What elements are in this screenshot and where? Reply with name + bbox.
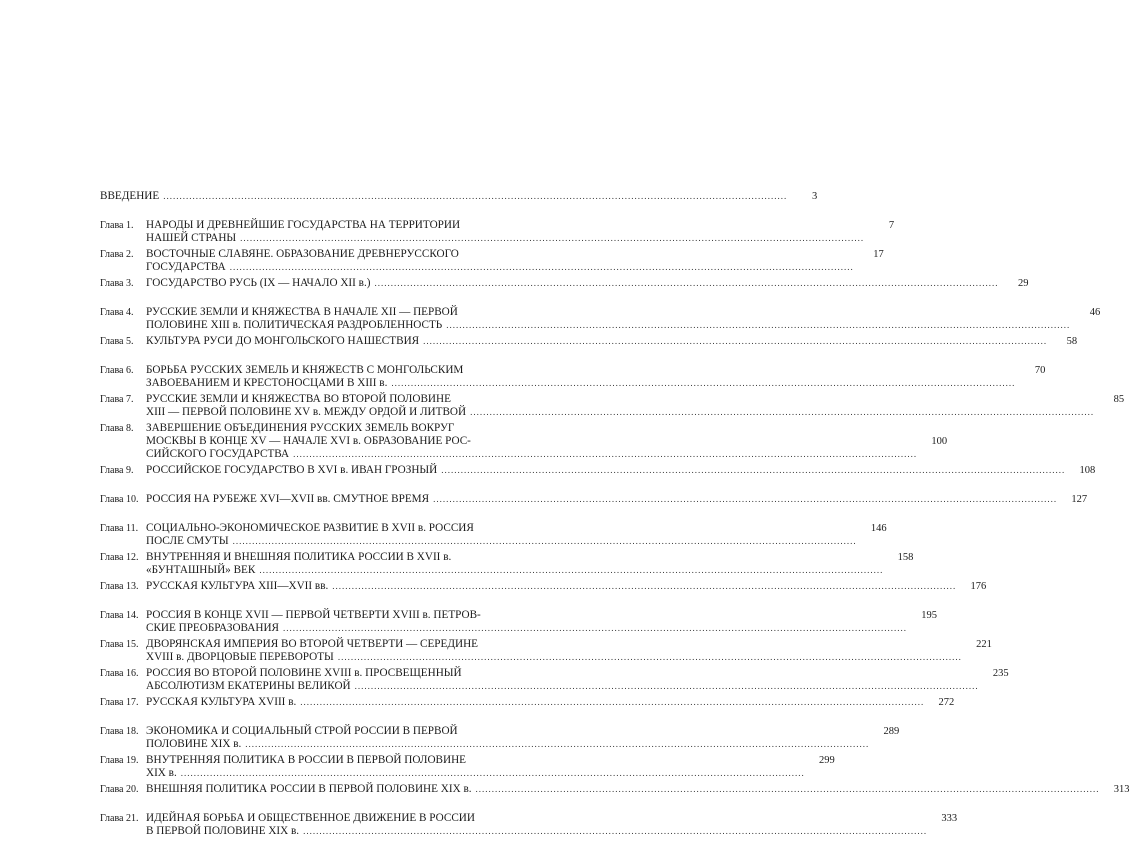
chapter-title (146, 219, 868, 245)
chapter-title (146, 522, 861, 548)
chapter-label: Глава 21. (100, 813, 139, 824)
toc-entry (100, 667, 1009, 693)
page-number: 176 (970, 581, 987, 592)
chapter-title-line: XVIII в. ДВОРЦОВЫЕ ПЕРЕВОРОТЫ (146, 651, 334, 663)
page-number: 100 (931, 436, 948, 447)
toc-entry (100, 522, 887, 548)
chapter-label: Глава 6. (100, 365, 134, 376)
chapter-label: Глава 15. (100, 639, 139, 650)
chapter-label: Глава 8. (100, 423, 134, 434)
chapter-title (146, 667, 983, 693)
chapter-title-line: В ПЕРВОЙ ПОЛОВИНЕ XIX в. (146, 825, 300, 837)
toc-entry (100, 783, 1130, 809)
page-number: 299 (819, 755, 835, 766)
dot-leader (470, 406, 1094, 419)
page-number: 46 (1089, 307, 1101, 318)
chapter-title-line: ИДЕЙНАЯ БОРЬБА И ОБЩЕСТВЕННОЕ ДВИЖЕНИЕ В РОССИИ (146, 812, 475, 824)
chapter-title-line: РУССКАЯ КУЛЬТУРА XIII—XVII вв. (146, 580, 329, 592)
toc-entry (100, 190, 818, 216)
toc-entry (100, 219, 895, 245)
dot-leader (391, 377, 1015, 390)
toc-entry (100, 493, 1088, 519)
chapter-title (146, 306, 1074, 332)
toc-entry (100, 364, 1046, 390)
toc-entry (100, 725, 900, 751)
chapter-title (146, 580, 960, 606)
dot-leader (293, 448, 917, 461)
dot-leader (476, 783, 1100, 796)
chapter-title (146, 393, 1098, 419)
chapter-title-line: МОСКВЫ В КОНЦЕ XV — НАЧАЛЕ XVI в. ОБРАЗОВАНИЕ РОС- (146, 435, 471, 447)
page-number: 289 (883, 726, 900, 737)
chapter-title (146, 609, 911, 635)
chapter-title-line: СОЦИАЛЬНО-ЭКОНОМИЧЕСКОЕ РАЗВИТИЕ В XVII в. РОССИЯ (146, 522, 474, 534)
dot-leader (374, 277, 998, 290)
page-number: 85 (1113, 394, 1125, 405)
chapter-title-line: ПОЛОВИНЕ XIII в. ПОЛИТИЧЕСКАЯ РАЗДРОБЛЕННОСТЬ (146, 319, 443, 331)
chapter-title-line: ПОЛОВИНЕ XIX в. (146, 738, 242, 750)
page-number: 195 (921, 610, 938, 621)
chapter-title-line: КУЛЬТУРА РУСИ ДО МОНГОЛЬСКОГО НАШЕСТВИЯ (146, 335, 420, 347)
page-number: 108 (1079, 465, 1096, 476)
dot-leader (332, 580, 956, 593)
toc-entry (100, 393, 1125, 419)
chapter-label: Глава 17. (100, 697, 139, 708)
dot-leader (423, 335, 1047, 348)
dot-leader (283, 622, 907, 635)
chapter-label: Глава 12. (100, 552, 139, 563)
chapter-title (146, 335, 1051, 361)
page-number: 221 (976, 639, 992, 650)
chapter-title-line: СКИЕ ПРЕОБРАЗОВАНИЯ (146, 622, 280, 634)
dot-leader (303, 825, 927, 838)
chapter-title-line: ВВЕДЕНИЕ (100, 190, 160, 202)
dot-leader (433, 493, 1057, 506)
chapter-label: Глава 13. (100, 581, 139, 592)
chapter-title-line: РОССИЯ НА РУБЕЖЕ XVI—XVII вв. СМУТНОЕ ВРЕМЯ (146, 493, 430, 505)
chapter-label: Глава 14. (100, 610, 139, 621)
chapter-label: Глава 9. (100, 465, 134, 476)
chapter-title-line: ГОСУДАРСТВО РУСЬ (IX — НАЧАЛО XII в.) (146, 277, 371, 289)
dot-leader (446, 319, 1070, 332)
chapter-title (146, 493, 1061, 519)
chapter-label: Глава 4. (100, 307, 134, 318)
table-of-contents (100, 190, 1130, 841)
chapter-label: Глава 2. (100, 249, 134, 260)
dot-leader (233, 535, 857, 548)
chapter-label: Глава 18. (100, 726, 139, 737)
chapter-label: Глава 7. (100, 394, 134, 405)
chapter-title-line: ЗАВОЕВАНИЕМ И КРЕСТОНОСЦАМИ В XIII в. (146, 377, 388, 389)
chapter-title (146, 812, 931, 838)
page-number: 272 (938, 697, 955, 708)
chapter-label: Глава 5. (100, 336, 134, 347)
chapter-title-line: XIX в. (146, 767, 177, 779)
chapter-title-line: НАРОДЫ И ДРЕВНЕЙШИЕ ГОСУДАРСТВА НА ТЕРРИТОРИИ (146, 219, 461, 231)
chapter-title-line: РУССКИЕ ЗЕМЛИ И КНЯЖЕСТВА ВО ВТОРОЙ ПОЛОВИНЕ (146, 393, 451, 405)
chapter-title-line: ДВОРЯНСКАЯ ИМПЕРИЯ ВО ВТОРОЙ ЧЕТВЕРТИ — СЕРЕДИНЕ (146, 638, 478, 650)
chapter-title-line: ЗАВЕРШЕНИЕ ОБЪЕДИНЕНИЯ РУССКИХ ЗЕМЕЛЬ ВОКРУГ (146, 422, 455, 434)
chapter-title (146, 248, 858, 274)
toc-entry (100, 638, 992, 664)
toc-entry (100, 277, 1029, 303)
page-number: 158 (897, 552, 914, 563)
chapter-label: Глава 16. (100, 668, 139, 679)
toc-entry (100, 248, 884, 274)
page-number: 58 (1066, 336, 1078, 347)
toc-entry (100, 464, 1096, 490)
chapter-title-line: РУССКАЯ КУЛЬТУРА XVIII в. (146, 696, 297, 708)
page-number: 146 (870, 523, 887, 534)
page-number: 235 (992, 668, 1009, 679)
chapter-title-line: ВНУТРЕННЯЯ И ВНЕШНЯЯ ПОЛИТИКА РОССИИ В XVII в. (146, 551, 452, 563)
dot-leader (259, 564, 883, 577)
dot-leader (240, 232, 864, 245)
chapter-label: Глава 10. (100, 494, 139, 505)
page-number: 17 (873, 249, 884, 260)
page-number: 3 (811, 191, 818, 202)
page-number: 70 (1034, 365, 1046, 376)
chapter-title-line: РОССИЯ ВО ВТОРОЙ ПОЛОВИНЕ XVIII в. ПРОСВЕЩЕННЫЙ (146, 667, 462, 679)
chapter-title-line: XIII — ПЕРВОЙ ПОЛОВИНЕ XV в. МЕЖДУ ОРДОЙ И ЛИТВОЙ (146, 406, 467, 418)
toc-entry (100, 580, 987, 606)
dot-leader (441, 464, 1065, 477)
dot-leader (230, 261, 854, 274)
dot-leader (338, 651, 962, 664)
dot-leader (181, 767, 805, 780)
chapter-title (146, 364, 1019, 390)
chapter-title (146, 277, 1002, 303)
chapter-title (100, 190, 791, 216)
chapter-label: Глава 3. (100, 278, 134, 289)
toc-entry (100, 551, 914, 577)
toc-entry (100, 754, 835, 780)
chapter-title (146, 464, 1069, 490)
chapter-title-line: ПОСЛЕ СМУТЫ (146, 535, 229, 547)
chapter-title-line: СИЙСКОГО ГОСУДАРСТВА (146, 448, 290, 460)
chapter-title-line: ВОСТОЧНЫЕ СЛАВЯНЕ. ОБРАЗОВАНИЕ ДРЕВНЕРУССКОГО (146, 248, 459, 260)
toc-entry (100, 306, 1101, 332)
toc-entry (100, 812, 958, 838)
chapter-title-line: РОССИЯ В КОНЦЕ XVII — ПЕРВОЙ ЧЕТВЕРТИ XVIII в. ПЕТРОВ- (146, 609, 481, 621)
chapter-title (146, 638, 966, 664)
chapter-title-line: ЭКОНОМИКА И СОЦИАЛЬНЫЙ СТРОЙ РОССИИ В ПЕРВОЙ (146, 725, 458, 737)
chapter-title (146, 783, 1104, 809)
chapter-label: Глава 11. (100, 523, 139, 534)
dot-leader (245, 738, 869, 751)
page-number: 127 (1071, 494, 1088, 505)
dot-leader (300, 696, 924, 709)
page-number: 7 (888, 220, 895, 231)
chapter-title-line: «БУНТАШНЫЙ» ВЕК (146, 564, 256, 576)
chapter-title-line: БОРЬБА РУССКИХ ЗЕМЕЛЬ И КНЯЖЕСТВ С МОНГОЛЬСКИМ (146, 364, 464, 376)
chapter-title-line: ВНУТРЕННЯЯ ПОЛИТИКА В РОССИИ В ПЕРВОЙ ПОЛОВИНЕ (146, 754, 466, 766)
toc-entry (100, 609, 938, 635)
chapter-title (146, 754, 809, 780)
page-number: 313 (1113, 784, 1130, 795)
chapter-title (146, 422, 921, 461)
toc-entry (100, 696, 955, 722)
chapter-title (146, 725, 873, 751)
page-number: 29 (1017, 278, 1029, 289)
chapter-label: Глава 19. (100, 755, 139, 766)
toc-entry (100, 422, 948, 461)
dot-leader (163, 190, 787, 203)
chapter-title-line: НАШЕЙ СТРАНЫ (146, 232, 237, 244)
dot-leader (355, 680, 979, 693)
toc-entry (100, 335, 1078, 361)
chapter-title-line: РОССИЙСКОЕ ГОСУДАРСТВО В XVI в. ИВАН ГРОЗНЫЙ (146, 464, 438, 476)
chapter-title-line: ВНЕШНЯЯ ПОЛИТИКА РОССИИ В ПЕРВОЙ ПОЛОВИНЕ XIX в. (146, 783, 472, 795)
chapter-title-line: АБСОЛЮТИЗМ ЕКАТЕРИНЫ ВЕЛИКОЙ (146, 680, 351, 692)
page-number: 333 (941, 813, 958, 824)
chapter-title (146, 551, 887, 577)
chapter-label: Глава 1. (100, 220, 134, 231)
chapter-title-line: ГОСУДАРСТВА (146, 261, 226, 273)
chapter-label: Глава 20. (100, 784, 139, 795)
chapter-title (146, 696, 928, 722)
chapter-title-line: РУССКИЕ ЗЕМЛИ И КНЯЖЕСТВА В НАЧАЛЕ XII — ПЕРВОЙ (146, 306, 458, 318)
